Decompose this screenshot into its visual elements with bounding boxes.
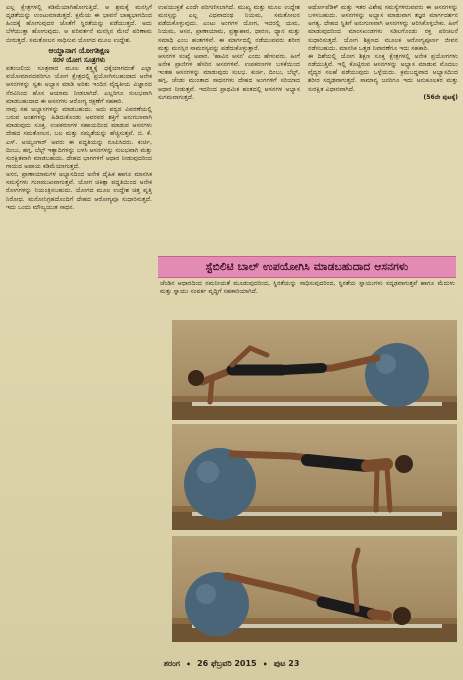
banner-title: ಸ್ಟೆಬಿಲಿಟಿ ಬಾಲ್ ಉಪಯೋಗಿಸಿ ಮಾಡಬಹುದಾದ ಆಸನಗಳು: [205, 260, 409, 273]
article-paragraph: ಆರ್ಥೋಪೆಡಿಕ್ ಮತ್ತು ಇತರ ವಿಶೇಷ ಸಮಸ್ಯೆಗಳಿರುವವರು ಈ ಆಸನಗಳನ್ನು ಬಳಸಬಹುದು. ಆಸನಗಳನ್ನು ಅಭ್ಯಾಸ ಮಾಡುವಾಗ ತಜ್ಞರ ಮಾರ್ಗದರ್ಶನ ಅಗತ್ಯ. ದೇಹದ ಸ್ಥಿತಿಗೆ ಅನುಗುಣವಾಗಿ ಆಸನಗಳನ್ನು ಆರಿಸಿಕೊಳ್ಳಬೇಕು. ಹೀಗೆ ಮಾಡುವುದರಿಂದ ಮಾಂಸಖಂಡಗಳು ಸಡಿಲಗೊಂಡು ರಕ್ತ ಪರಿಚಲನೆ ಸುಧಾರಿಸುತ್ತದೆ. ಯೋಗ ಶಿಕ್ಷಣದ ಮೂಲಕ ಆರೋಗ್ಯಪೂರ್ಣ ಜೀವನ ನಡೆಸಬಹುದು. ಮಾನಸಿಕ ಒತ್ತಡ ನಿವಾರಣೆಗೂ ಇದು ಸಹಕಾರಿ.: [308, 4, 458, 52]
article-paragraph: ಪತಂಜಲಿಯ ಸೂತ್ರವಾದ ಮೂಲ ತತ್ತ್ವಕ್ಕೆ ಧಕ್ಕೆಯಾಗದಂತೆ ಎಲ್ಲಾ ವಯೋಮಾನದವರಿಗೂ ಯೋಗ ಕ್ಷೇತ್ರದಲ್ಲಿ ಪ್ರಯೋಗಿಸಬಹುದಾದ ಅನೇಕ ಆಸನಗಳನ್ನು ಸ್ವತಃ ಅಭ್ಯಾಸ ಮಾಡಿ ಅರಿತು ಇಂದಿನ ವೈದ್ಯಕೀಯ ವಿಜ್ಞಾನದ ನೆರವಿನಿಂದ ಹೊಸ ಆಯಾಮ ನೀಡಲಾಗಿದೆ. ಎಲ್ಲರಿಗೂ ಸುಲಭವಾಗಿ ಮಾಡಬಹುದಾದ ಈ ಆಸನಗಳು ಆರೋಗ್ಯ ರಕ್ಷಣೆಗೆ ಸಹಕಾರಿ.: [6, 65, 152, 105]
section-heading: ಆಯ್ದಾನಾಗ ಯೋಗಶಿಕ್ಷಣ: [48, 45, 110, 55]
text-column-right: [308, 4, 458, 256]
article-paragraph: ನಾವು ಸಹ ಅಭ್ಯಾಸಗಳನ್ನು ಮಾಡಬಹುದು. ಅದು ಪಠ್ಯದ ವಿವರಣೆಯಲ್ಲಿ ಬರುವ ಅಂಶಗಳನ್ನು ಹಿಡಿದುಕೊಂಡು ಅವರವರ ಶಕ್ತಿಗೆ ಅನುಗುಣವಾಗಿ ಮಾಡುವುದು ಸೂಕ್ತ. ಉಪಕರಣಗಳ ಸಹಾಯದಿಂದ ಮಾಡುವ ಆಸನಗಳು ದೇಹದ ಸಮತೋಲನ, ಬಲ ಮತ್ತು ನಮ್ಯತೆಯನ್ನು ಹೆಚ್ಚಿಸುತ್ತವೆ. ಬಿ. ಕೆ. ಎಸ್. ಅಯ್ಯಂಗಾರ್ ಅವರು ಈ ಪದ್ಧತಿಯನ್ನು ರೂಪಿಸಿದರು. ಕುರ್ಚಿ, ದಿಂಬು, ಹಗ್ಗ, ಬೆಲ್ಟ್ ಇತ್ಯಾದಿಗಳನ್ನು ಬಳಸಿ ಆಸನಗಳನ್ನು ಸುಲಭವಾಗಿ ಮತ್ತು ಸುರಕ್ಷಿತವಾಗಿ ಮಾಡಬಹುದು. ದೇಹದ ಭಾಗಗಳಿಗೆ ಆಧಾರ ನೀಡುವುದರಿಂದ ಗಾಯದ ಅಪಾಯ ಕಡಿಮೆಯಾಗುತ್ತದೆ.: [6, 105, 152, 170]
publication-name: ತರಂಗ: [163, 659, 180, 668]
issue-date: 26 ಫೆಬ್ರವರಿ 2015: [197, 659, 257, 668]
intro-paragraph: ಚೆಂಡಿನ ಆಧಾರದಿಂದ ನಮನೀಯತೆ ಮೂಡುವುದರಿಂದ, ಸ್ಥಿರತೆಯನ್ನು ಸಾಧಿಸುವುದರಿಂದ, ಸ್ಥಿರತೆಯ ಸ್ನಾಯುಗಳು ಸದೃಢವಾಗುತ್ತವೆ ಹಾಗೂ ಮೆದುಳು ಮತ್ತು ಸ್ನಾಯು ಸಂಪರ್ಕ ವೃದ್ಧಿಗೆ ಸಹಕಾರಿಯಾಗಿದೆ.: [160, 280, 455, 296]
article-paragraph: ಈ ದಿಶೆಯಲ್ಲಿ ಯೋಗ ಶಿಕ್ಷಣ ಸೂಕ್ತ ಕ್ಷೇತ್ರಗಳಲ್ಲಿ ಅನೇಕ ಪ್ರಯೋಗಗಳು ನಡೆಯುತ್ತಿವೆ. ಇಲ್ಲಿ ಕೊಟ್ಟಿರುವ ಆಸನಗಳನ್ನು ಅಭ್ಯಾಸ ಮಾಡುವ ಮೊದಲು ವೈದ್ಯರ ಸಲಹೆ ಪಡೆಯುವುದು ಒಳ್ಳೆಯದು. ಕ್ರಮಬದ್ಧವಾದ ಅಭ್ಯಾಸದಿಂದ ಶರೀರ ಸದೃಢವಾಗುತ್ತದೆ. ಸಾಮಾನ್ಯ ಜನರಿಗೂ ಇದು ಅನುಕೂಲಕರ ಮತ್ತು ಸುರಕ್ಷಿತ ವಿಧಾನವಾಗಿದೆ.: [308, 52, 458, 93]
section-subheading: ಸರಳ ಯೋಗ ಸೂತ್ರಗಳು: [52, 55, 106, 64]
yoga-photo-side-plank: [172, 320, 457, 420]
article-paragraph: ಆಸನಗಳ ಸಂಖ್ಯೆ ಅಪಾರ. 'ಹಾವಿನ ಆಸನ' ಎಂದು ಹೇಳುವರು. ಹೀಗೆ ಅನೇಕ ಪ್ರಾಣಿಗಳ ಹೆಸರಿನ ಆಸನಗಳಿವೆ. ಉಪಕರಣಗಳ ಬಳಕೆಯಿಂದ ಇಂತಹ ಆಸನಗಳನ್ನು ಮಾಡುವುದು ಸುಲಭ. ಕುರ್ಚಿ, ದಿಂಬು, ಬೆಲ್ಟ್, ಹಗ್ಗ, ಚೆಂಡು ಮುಂತಾದ ಸಾಧನಗಳು ದೇಹದ ಅಂಗಗಳಿಗೆ ಸರಿಯಾದ ಆಧಾರ ನೀಡುತ್ತವೆ. ಇದರಿಂದ ಪ್ರಾಥಮಿಕ ಹಂತದಲ್ಲಿ ಆಸನಗಳ ಅಭ್ಯಾಸ ಸುಗಮವಾಗುತ್ತದೆ.: [158, 52, 300, 101]
article-paragraph: ಉಪಯುಕ್ತತೆ ಎಂದೇ ಪರಿಗಣಿಸಲಾಗಿದೆ. ಮುಖ್ಯ ಮತ್ತು ಮೂಲ ಉದ್ದೇಶ ಮನಸ್ಸನ್ನು ಎಲ್ಲ ವಿಧವಾದಂಥ ನಿಯಮ, ಸಮತೋಲನ ಪಡೆದುಕೊಳ್ಳುವುದು. ಎಂಟು ಅಂಗಗಳ ಯೋಗ, ಇದರಲ್ಲಿ ಯಮ, ನಿಯಮ, ಆಸನ, ಪ್ರಾಣಾಯಾಮ, ಪ್ರತ್ಯಾಹಾರ, ಧಾರಣ, ಧ್ಯಾನ ಮತ್ತು ಸಮಾಧಿ ಎಂಬ ಹಂತಗಳಿವೆ. ಈ ಮಾರ್ಗದಲ್ಲಿ ನಡೆಯುವವರು ಶರೀರ ಮತ್ತು ಮನಸ್ಸಿನ ಸಾಮರಸ್ಯವನ್ನು ಪಡೆದುಕೊಳ್ಳುತ್ತಾರೆ.: [158, 4, 300, 52]
footer-separator: •: [185, 659, 192, 669]
article-paragraph: ಎಲ್ಲ ಕ್ಷೇತ್ರಗಳಲ್ಲಿ ಕಡಿಮೆಯಾಗಿಹೋಗುತ್ತಿದೆ. ಆ ಶ್ರಮಕ್ಕೆ ಮನಸ್ಸಿಗೆ ದೃಢತೆಯನ್ನು ಉಂಟುಮಾಡುತ್ತದೆ. ಕ್ಷಮೆಯ ಈ ಭಾವನೆ ಬಾಹ್ಯಭಾಗದಿಂದ ಹಿಂದಕ್ಕೆ ಹೋಗುವುದರ ಜೊತೆಗೆ ಸ್ಥಿರತೆಯನ್ನು ಪಡೆಯುತ್ತದೆ. ಅದು ಬೆಳೆಯುತ್ತಾ ಹೋಗುವುದು. ಆ ಪರಿವರ್ತನೆ ಮನಸ್ಸಿನ ಮೇಲೆ ಪರಿಣಾಮ ಬೀರುತ್ತದೆ. ಸಮತೋಲನ ಸಾಧಿಸುವ ಯೋಗದ ಮೂಲ ಉದ್ದೇಶ.: [6, 4, 152, 44]
page-footer: [0, 655, 463, 673]
yoga-photo-reclined: [172, 536, 457, 642]
text-column-left: [6, 4, 152, 654]
section-banner: [158, 256, 456, 278]
text-column-middle: [158, 4, 300, 256]
yoga-photo-plank: [172, 424, 457, 530]
footer-separator: •: [262, 659, 268, 669]
page-number: ಪುಟ 23: [273, 659, 300, 668]
continued-note: (56ನೇ ಪುಟಕ್ಕೆ): [423, 93, 458, 101]
article-paragraph: ಅಸನ, ಪ್ರಾಣಾಯಾಮಗಳ ಅಭ್ಯಾಸದಿಂದ ಅನೇಕ ದೈಹಿಕ ಹಾಗೂ ಮಾನಸಿಕ ಸಮಸ್ಯೆಗಳು ಗುಣಮುಖವಾಗುತ್ತವೆ. ಯೋಗ ಚಿಕಿತ್ಸಾ ಪದ್ಧತಿಯಿಂದ ಅನೇಕ ರೋಗಗಳನ್ನು ನಿಯಂತ್ರಿಸಬಹುದು. ಯೋಗದ ಮೂಲ ಉದ್ದೇಶ ಚಿತ್ತ ವೃತ್ತಿ ನಿರೋಧ. ಮನೋನಿಗ್ರಹದೊಂದಿಗೆ ದೇಹದ ಆರೋಗ್ಯವೂ ಸುಧಾರಿಸುತ್ತದೆ. ಇದು ಒಂದು ಮೌಲ್ಯಯುತ ಸಾಧನ.: [6, 171, 152, 211]
